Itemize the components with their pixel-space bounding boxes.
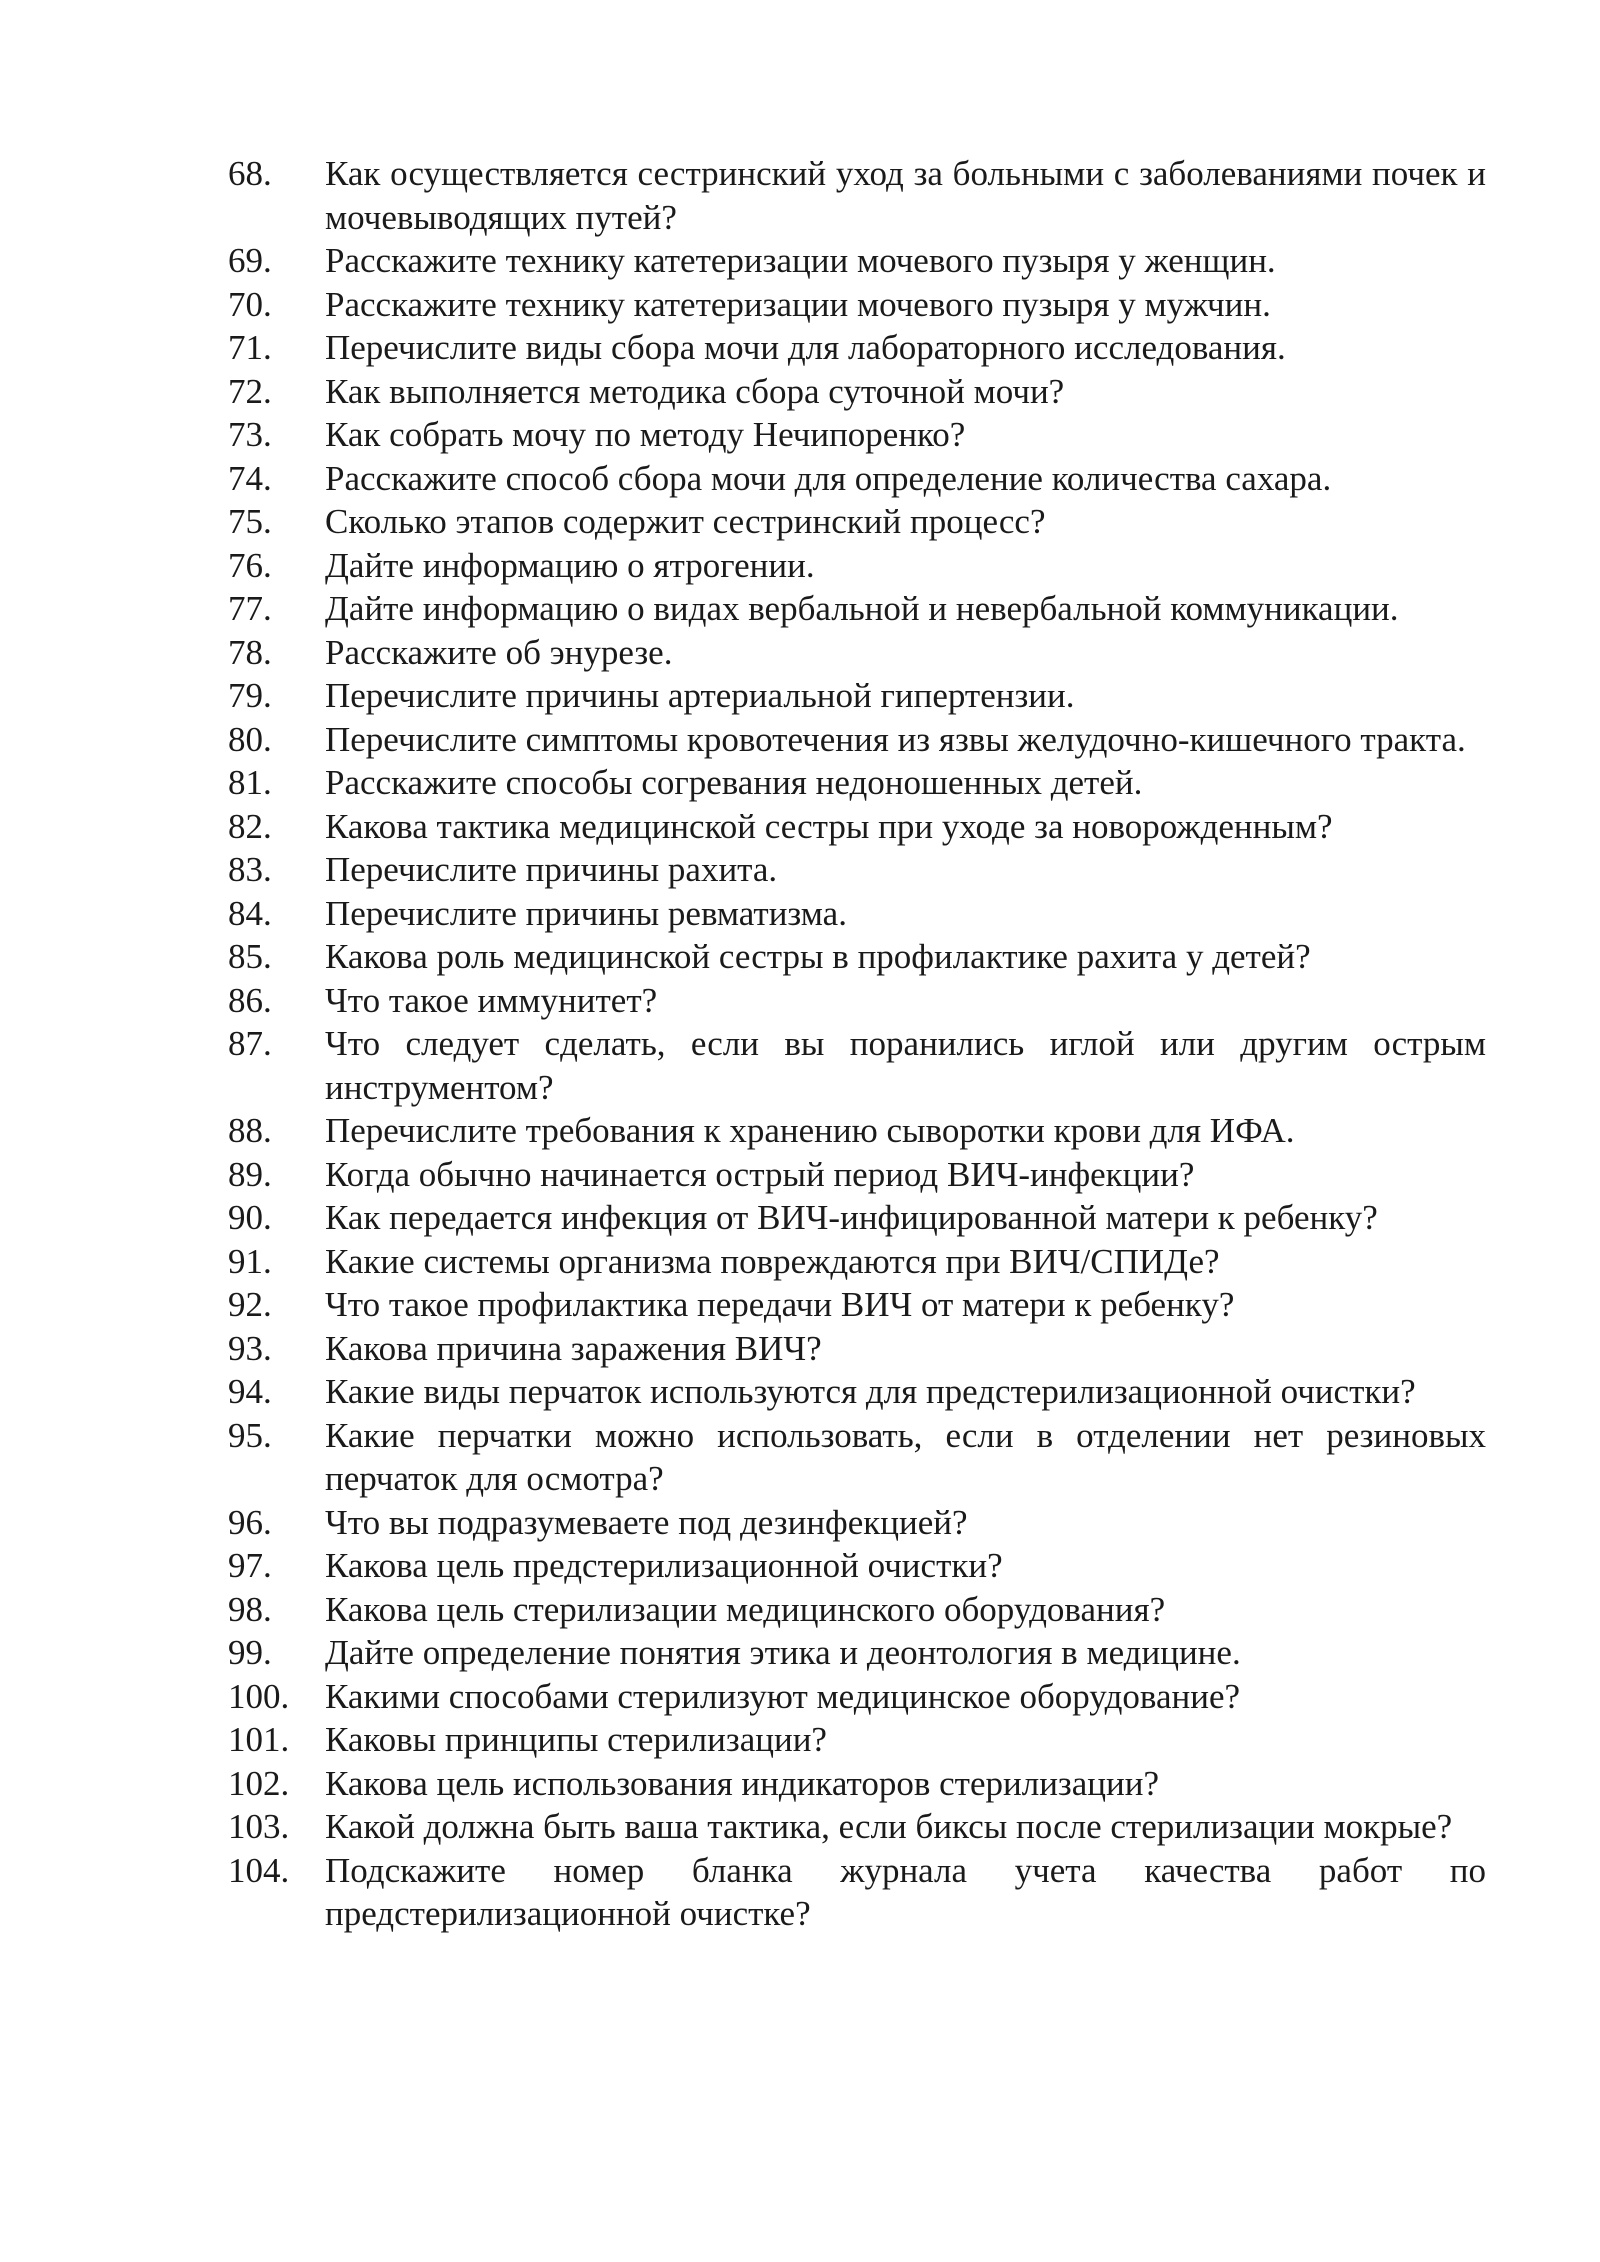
question-item — [228, 1153, 1486, 1197]
question-number: 86. — [228, 980, 272, 1020]
question-text: Какой должна быть ваша тактика, если биксы после стерилизации мокрые? — [325, 1807, 1453, 1846]
question-number: 96. — [228, 1502, 272, 1542]
question-text: Что такое профилактика передачи ВИЧ от матери к ребенку? — [325, 1285, 1235, 1324]
question-text: Перечислите требования к хранению сыворотки крови для ИФА. — [325, 1111, 1295, 1150]
question-item — [228, 1544, 1486, 1588]
question-text: Какова тактика медицинской сестры при уходе за новорожденным? — [325, 806, 1333, 846]
question-text: Перечислите виды сбора мочи для лабораторного исследования. — [325, 328, 1286, 367]
question-item — [228, 1718, 1486, 1762]
question-number: 87. — [228, 1024, 272, 1063]
question-number: 104. — [228, 1850, 290, 1890]
question-text: Какие системы организма повреждаются при ВИЧ/СПИДе? — [325, 1241, 1220, 1281]
question-number: 100. — [228, 1676, 290, 1716]
question-number: 80. — [228, 719, 272, 759]
question-number: 89. — [228, 1154, 272, 1194]
question-item — [228, 370, 1486, 414]
question-number: 99. — [228, 1633, 272, 1672]
question-text: Какова цель стерилизации медицинского оборудования? — [325, 1589, 1166, 1629]
question-text: Расскажите об энурезе. — [325, 632, 673, 672]
question-text: Подскажите номер бланка журнала учета качества работ по предстерилизационной очистке? — [325, 1850, 1486, 1933]
question-item — [228, 587, 1486, 631]
question-item — [228, 1240, 1486, 1284]
question-text: Каковы принципы стерилизации? — [325, 1720, 827, 1759]
question-number: 75. — [228, 502, 272, 541]
question-item — [228, 1022, 1486, 1109]
question-item — [228, 1283, 1486, 1327]
question-number: 72. — [228, 371, 272, 411]
question-item — [228, 631, 1486, 675]
question-number: 84. — [228, 893, 272, 933]
question-text: Что такое иммунитет? — [325, 980, 658, 1020]
question-text: Какие виды перчаток используются для предстерилизационной очистки? — [325, 1372, 1416, 1411]
question-number: 81. — [228, 763, 272, 802]
question-item — [228, 935, 1486, 979]
question-number: 74. — [228, 458, 272, 498]
question-number: 93. — [228, 1328, 272, 1368]
question-item — [228, 1675, 1486, 1719]
question-item — [228, 1196, 1486, 1240]
question-item — [228, 1849, 1486, 1936]
question-text: Что следует сделать, если вы поранились иглой или другим острым инструментом? — [325, 1024, 1486, 1107]
question-text: Какова причина заражения ВИЧ? — [325, 1328, 822, 1368]
question-number: 90. — [228, 1198, 272, 1237]
question-number: 95. — [228, 1415, 272, 1455]
question-number: 77. — [228, 589, 272, 628]
question-item — [228, 848, 1486, 892]
question-item — [228, 152, 1486, 239]
question-text: Когда обычно начинается острый период ВИЧ-инфекции? — [325, 1154, 1195, 1194]
question-text: Расскажите способ сбора мочи для определение количества сахара. — [325, 458, 1332, 498]
question-text: Перечислите причины рахита. — [325, 850, 778, 889]
question-number: 70. — [228, 284, 272, 324]
question-item — [228, 979, 1486, 1023]
question-number: 103. — [228, 1807, 290, 1846]
question-number: 78. — [228, 632, 272, 672]
question-item — [228, 805, 1486, 849]
question-text: Какими способами стерилизуют медицинское оборудование? — [325, 1676, 1241, 1716]
question-number: 97. — [228, 1546, 272, 1585]
question-item — [228, 1588, 1486, 1632]
question-number: 94. — [228, 1372, 272, 1411]
question-text: Расскажите способы согревания недоношенных детей. — [325, 763, 1143, 802]
question-text: Какова роль медицинской сестры в профилактике рахита у детей? — [325, 937, 1311, 976]
question-number: 76. — [228, 545, 272, 585]
question-text: Перечислите причины артериальной гипертензии. — [325, 676, 1075, 715]
question-item — [228, 457, 1486, 501]
question-item — [228, 718, 1486, 762]
question-text: Какие перчатки можно использовать, если в отделении нет резиновых перчаток для осмотра? — [325, 1415, 1486, 1498]
question-text: Расскажите технику катетеризации мочевого пузыря у женщин. — [325, 241, 1276, 280]
question-number: 101. — [228, 1720, 290, 1759]
question-item — [228, 544, 1486, 588]
question-text: Как осуществляется сестринский уход за больными с заболеваниями почек и мочевыводящих путей? — [325, 154, 1486, 237]
question-text: Перечислите причины ревматизма. — [325, 893, 847, 933]
question-list — [228, 152, 1486, 1936]
question-text: Дайте определение понятия этика и деонтология в медицине. — [325, 1633, 1241, 1672]
question-item — [228, 326, 1486, 370]
question-item — [228, 1327, 1486, 1371]
question-number: 85. — [228, 937, 272, 976]
question-item — [228, 500, 1486, 544]
question-text: Дайте информацию о ятрогении. — [325, 545, 815, 585]
question-item — [228, 283, 1486, 327]
question-text: Какова цель предстерилизационной очистки? — [325, 1546, 1003, 1585]
question-number: 68. — [228, 154, 272, 193]
question-number: 69. — [228, 241, 272, 280]
question-text: Перечислите симптомы кровотечения из язвы желудочно-кишечного тракта. — [325, 719, 1466, 759]
question-text: Дайте информацию о видах вербальной и невербальной коммуникации. — [325, 589, 1399, 628]
question-item — [228, 761, 1486, 805]
question-text: Какова цель использования индикаторов стерилизации? — [325, 1763, 1160, 1803]
question-text: Сколько этапов содержит сестринский процесс? — [325, 502, 1046, 541]
question-item — [228, 1805, 1486, 1849]
question-number: 71. — [228, 328, 272, 367]
question-number: 79. — [228, 676, 272, 715]
question-number: 88. — [228, 1111, 272, 1150]
question-item — [228, 1109, 1486, 1153]
question-number: 82. — [228, 806, 272, 846]
question-item — [228, 1414, 1486, 1501]
question-item — [228, 239, 1486, 283]
question-item — [228, 1762, 1486, 1806]
question-text: Расскажите технику катетеризации мочевого пузыря у мужчин. — [325, 284, 1271, 324]
question-item — [228, 413, 1486, 457]
question-text: Что вы подразумеваете под дезинфекцией? — [325, 1502, 968, 1542]
question-item — [228, 1501, 1486, 1545]
question-text: Как выполняется методика сбора суточной мочи? — [325, 371, 1065, 411]
question-item — [228, 674, 1486, 718]
question-number: 92. — [228, 1285, 272, 1324]
question-text: Как передается инфекция от ВИЧ-инфицированной матери к ребенку? — [325, 1198, 1378, 1237]
question-number: 91. — [228, 1241, 272, 1281]
question-item — [228, 892, 1486, 936]
question-number: 98. — [228, 1589, 272, 1629]
question-number: 83. — [228, 850, 272, 889]
question-item — [228, 1370, 1486, 1414]
question-text: Как собрать мочу по методу Нечипоренко? — [325, 415, 966, 454]
question-number: 102. — [228, 1763, 290, 1803]
question-item — [228, 1631, 1486, 1675]
question-number: 73. — [228, 415, 272, 454]
